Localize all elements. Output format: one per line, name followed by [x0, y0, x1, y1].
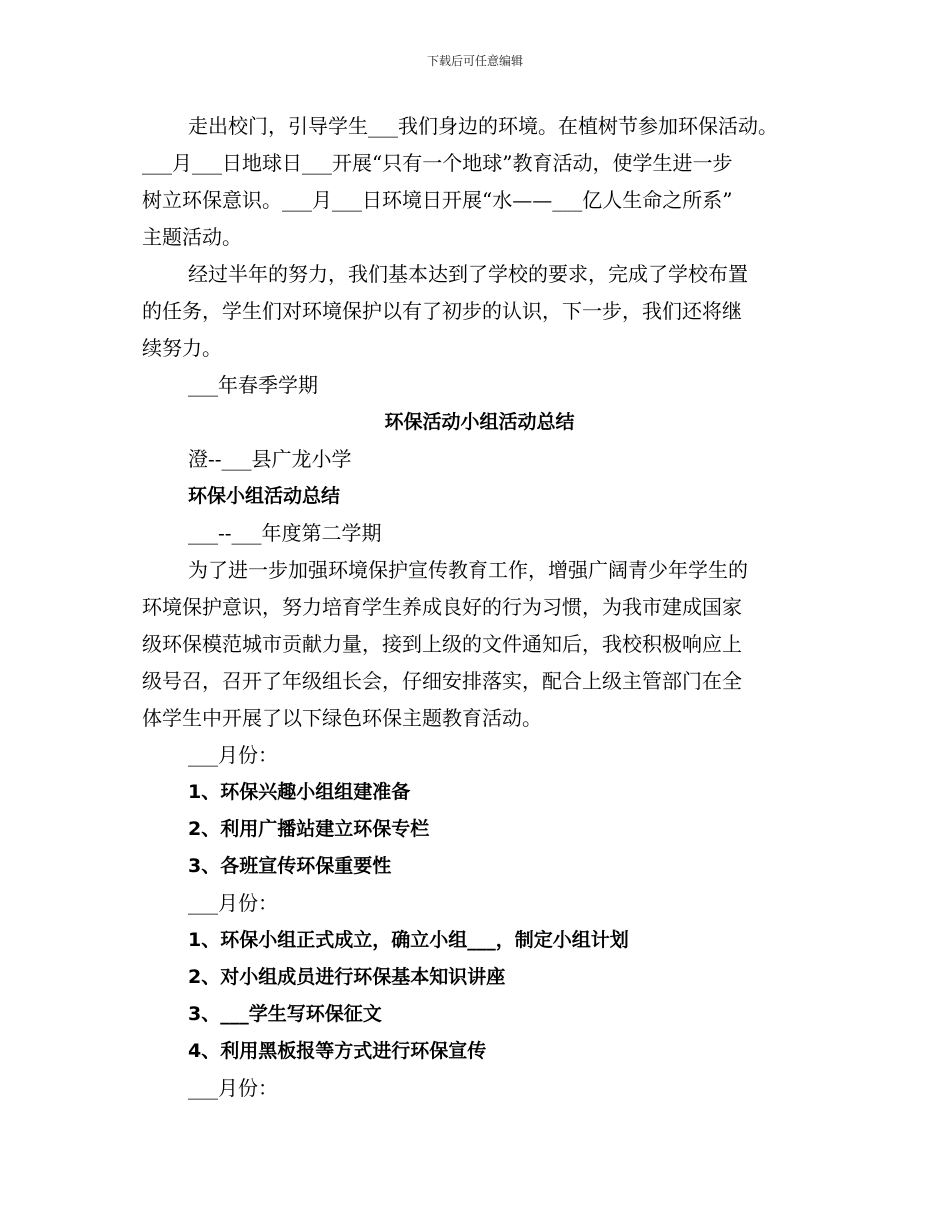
paragraph-line: 树立环保意识。___月___日环境日开展“水——___亿人生命之所系” [142, 188, 733, 212]
paragraph-line: 经过半年的努力，我们基本达到了学校的要求，完成了学校布置 [188, 262, 748, 286]
semester-line: ___年春季学期 [188, 373, 318, 397]
list-item: 4、利用黑板报等方式进行环保宣传 [188, 1040, 487, 1062]
paragraph-line: 主题活动。 [142, 225, 242, 249]
subtitle: 环保小组活动总结 [188, 485, 341, 507]
school-name: 澄--___县广龙小学 [188, 447, 352, 471]
section-title: 环保活动小组活动总结 [384, 411, 575, 433]
paragraph-line: 续努力。 [142, 336, 222, 360]
paragraph-line: 走出校门，引导学生___我们身边的环境。在植树节参加环保活动。 [188, 114, 778, 138]
paragraph-line: 的任务，学生们对环境保护以有了初步的认识，下一步，我们还将继 [142, 299, 742, 323]
paragraph-line: 环境保护意识，努力培育学生养成良好的行为习惯，为我市建成国家 [142, 595, 742, 619]
list-item: 2、对小组成员进行环保基本知识讲座 [188, 966, 506, 988]
list-item: 3、___学生写环保征文 [188, 1003, 382, 1025]
list-item: 1、环保兴趣小组组建准备 [188, 781, 411, 803]
paragraph-line: 为了进一步加强环境保护宣传教育工作，增强广阔青少年学生的 [188, 558, 748, 582]
month-heading: ___月份： [188, 1076, 278, 1100]
page-header: 下载后可任意编辑 [426, 54, 523, 68]
paragraph-line: 级环保模范城市贡献力量，接到上级的文件通知后，我校积极响应上 [142, 632, 742, 656]
term-line: ___--___年度第二学期 [188, 521, 382, 545]
month-heading: ___月份： [188, 743, 278, 767]
list-item: 2、利用广播站建立环保专栏 [188, 818, 430, 840]
month-heading: ___月份： [188, 891, 278, 915]
document-body [142, 108, 817, 1107]
paragraph-line: 级号召，召开了年级组长会，仔细安排落实，配合上级主管部门在全 [142, 669, 742, 693]
paragraph-line: ___月___日地球日___开展“只有一个地球”教育活动，使学生进一步 [142, 151, 733, 175]
paragraph-line: 体学生中开展了以下绿色环保主题教育活动。 [142, 706, 542, 730]
list-item: 1、环保小组正式成立，确立小组___，制定小组计划 [188, 929, 629, 951]
list-item: 3、各班宣传环保重要性 [188, 855, 392, 877]
